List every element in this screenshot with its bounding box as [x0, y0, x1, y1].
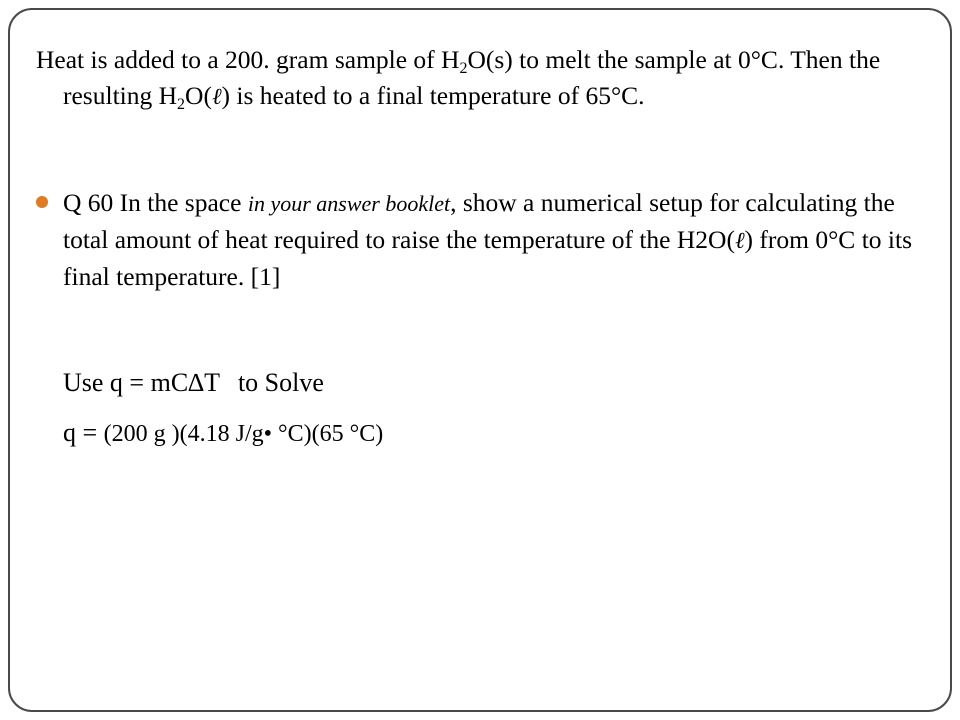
- question-paragraph: [63, 185, 918, 295]
- calculation-lhs: q =: [63, 418, 104, 447]
- intro-paragraph: [36, 42, 943, 115]
- subscript-2: 2: [177, 96, 186, 113]
- question-text-2: , show a numerical setup for calculating the total amount of heat required to raise the temperature of the H2O(: [63, 188, 895, 254]
- formula-line: [63, 365, 324, 401]
- calculation-line: [63, 415, 383, 452]
- intro-text-4: ) is heated to a final temperature of 65°C.: [221, 81, 645, 110]
- answer-booklet-phrase: in your answer booklet: [247, 191, 451, 216]
- intro-text-1: Heat is added to a 200. gram sample of H: [36, 45, 460, 74]
- calculation-setup: (200 g )(4.18 J/g• °C)(65 °C): [103, 421, 384, 447]
- liquid-symbol: ℓ: [734, 228, 745, 254]
- subscript-2: 2: [459, 60, 468, 77]
- question-text-1: Q 60 In the space: [63, 188, 248, 217]
- intro-text-3: O(: [185, 81, 212, 110]
- heat-formula: Use q = mC∆T: [63, 368, 220, 397]
- question-text-3: ) from 0°C to its final temperature. [1]: [63, 225, 912, 291]
- bullet-icon: [36, 196, 48, 208]
- liquid-symbol: ℓ: [211, 84, 222, 110]
- intro-text-2: O(s) to melt the sample at 0°C. Then the resulting H: [63, 45, 881, 110]
- slide-frame: [8, 8, 952, 712]
- formula-suffix: to Solve: [237, 368, 324, 397]
